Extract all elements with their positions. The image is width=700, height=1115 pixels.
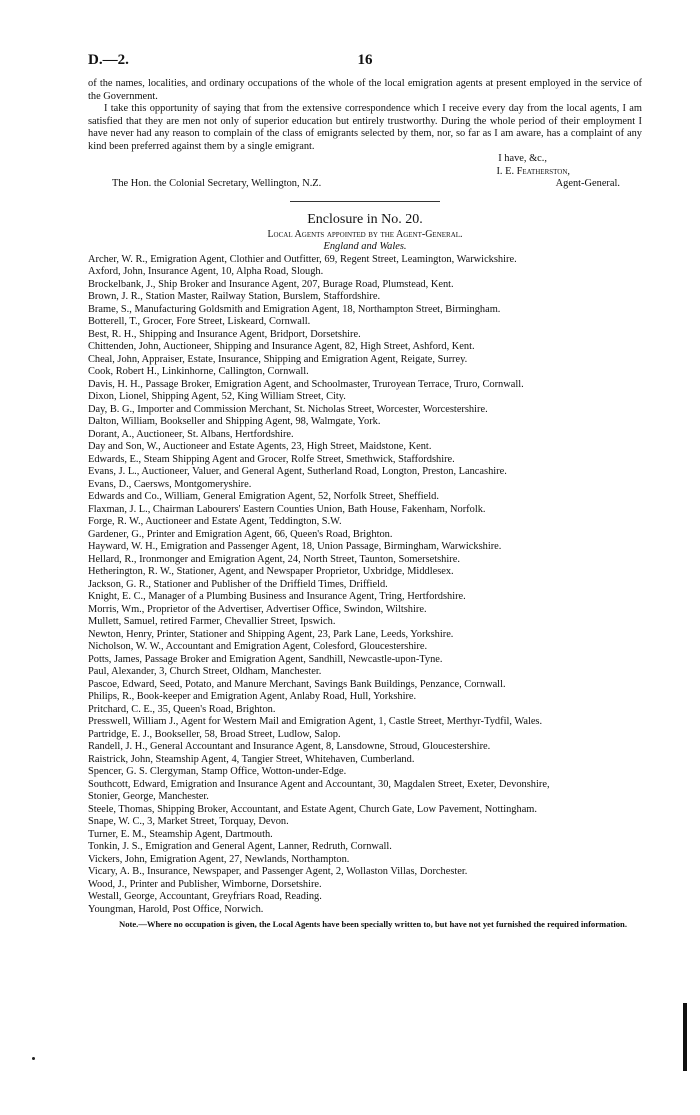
list-item: Dixon, Lionel, Shipping Agent, 52, King William Street, City. (88, 391, 346, 402)
list-item: Day, B. G., Importer and Commission Merchant, St. Nicholas Street, Worcester, Worcestershire. (88, 403, 488, 415)
list-item: Pritchard, C. E., 35, Queen's Road, Brighton. (88, 703, 276, 715)
list-item: Hellard, R., Ironmonger and Emigration Agent, 24, North Street, Taunton, Somersetshire. (88, 553, 460, 565)
margin-dot (32, 1057, 35, 1060)
list-item: Newton, Henry, Printer, Stationer and Shipping Agent, 23, Park Lane, Leeds, Yorkshire. (88, 628, 454, 640)
list-item: Pascoe, Edward, Seed, Potato, and Manure Merchant, Savings Bank Buildings, Penzance, Cornwall. (88, 678, 506, 690)
signer-title: Agent-General. (555, 178, 620, 189)
letter-closing: I have, &c., (498, 153, 547, 164)
list-item: Dorant, A., Auctioneer, St. Albans, Hertfordshire. (88, 428, 294, 440)
list-item: Day and Son, W., Auctioneer and Estate Agents, 23, High Street, Maidstone, Kent. (88, 441, 432, 452)
enclosure-region: England and Wales. (323, 241, 407, 252)
enclosure-subtitle: Local Agents appointed by the Agent-General. (267, 228, 463, 240)
list-item: Southcott, Edward, Emigration and Insurance Agent and Accountant, 30, Magdalen Street, Exeter, Devonshire, (88, 778, 550, 790)
list-item: Davis, H. H., Passage Broker, Emigration Agent, and Schoolmaster, Truroyean Terrace, Truro, Cornwall. (88, 378, 524, 390)
list-item: Steele, Thomas, Shipping Broker, Accountant, and Estate Agent, Church Gate, Low Pavement, Nottingham. (88, 803, 537, 815)
letter-signer: I. E. Featherston, (496, 165, 570, 177)
list-item: Cheal, John, Appraiser, Estate, Insurance, Shipping and Emigration Agent, Reigate, Surrey. (88, 353, 468, 365)
list-item: Nicholson, W. W., Accountant and Emigration Agent, Colesford, Gloucestershire. (88, 641, 428, 652)
enclosure-title: Enclosure in No. 20. (307, 211, 423, 227)
list-item: Randell, J. H., General Accountant and Insurance Agent, 8, Lansdowne, Stroud, Gloucestershire. (88, 741, 491, 752)
list-item: Edwards and Co., William, General Emigration Agent, 52, Norfolk Street, Sheffield. (88, 491, 439, 502)
list-item: Evans, D., Caersws, Montgomeryshire. (88, 478, 252, 490)
list-item: Chittenden, John, Auctioneer, Shipping and Insurance Agent, 82, High Street, Ashford, Kent. (88, 341, 475, 352)
letter-paragraph-2: I take this opportunity of saying that from the extensive correspondence which I receive every day from the local agents, I am satisfied that they are men not only of superior education but entirely trustworthy. During the whole period of their employment I have never had any reason to complain of the class of emigrants selected by them, nor, so far as I am aware, has a complaint of any kind been preferred against them by a single emigrant. (88, 103, 642, 152)
list-item: Jackson, G. R., Stationer and Publisher of the Driffield Times, Driffield. (88, 578, 388, 590)
list-item: Wood, J., Printer and Publisher, Wimborne, Dorsetshire. (88, 878, 322, 890)
list-item: Evans, J. L., Auctioneer, Valuer, and General Agent, Sutherland Road, Longton, Preston, Lancashire. (88, 466, 507, 477)
list-item: Hayward, W. H., Emigration and Passenger Agent, 18, Union Passage, Birmingham, Warwickshire. (88, 541, 502, 552)
list-item: Morris, Wm., Proprietor of the Advertiser, Advertiser Office, Swindon, Wiltshire. (88, 603, 427, 615)
list-item: Gardener, G., Printer and Emigration Agent, 66, Queen's Road, Brighton. (88, 528, 393, 540)
list-item: Westall, George, Accountant, Greyfriars Road, Reading. (88, 891, 322, 902)
list-item: Vicary, A. B., Insurance, Newspaper, and Passenger Agent, 2, Wollaston Villas, Dorchester. (88, 866, 468, 877)
list-item: Stonier, George, Manchester. (88, 791, 209, 802)
list-item: Edwards, E., Steam Shipping Agent and Grocer, Rolfe Street, Smethwick, Staffordshire. (88, 453, 455, 465)
list-item: Dalton, William, Bookseller and Shipping Agent, 98, Walmgate, York. (88, 416, 381, 427)
list-item: Philips, R., Book-keeper and Emigration Agent, Anlaby Road, Hull, Yorkshire. (88, 691, 417, 702)
list-item: Snape, W. C., 3, Market Street, Torquay, Devon. (88, 816, 289, 827)
list-item: Botterell, T., Grocer, Fore Street, Liskeard, Cornwall. (88, 316, 311, 327)
list-item: Potts, James, Passage Broker and Emigration Agent, Sandhill, Newcastle-upon-Tyne. (88, 653, 443, 665)
margin-bar (683, 1003, 687, 1071)
list-item: Knight, E. C., Manager of a Plumbing Business and Insurance Agent, Tring, Hertfordshire. (88, 591, 466, 602)
list-item: Axford, John, Insurance Agent, 10, Alpha Road, Slough. (88, 266, 324, 277)
list-item: Cook, Robert H., Linkinhorne, Callington, Cornwall. (88, 366, 309, 377)
list-item: Presswell, William J., Agent for Western Mail and Emigration Agent, 1, Castle Street, Merthyr-Tydfil, Wales. (88, 716, 543, 727)
document-code: D.—2. (88, 52, 129, 68)
letter-addressee: The Hon. the Colonial Secretary, Wellington, N.Z. (112, 178, 322, 189)
list-item: Raistrick, John, Steamship Agent, 4, Tangier Street, Whitehaven, Cumberland. (88, 753, 415, 765)
list-item: Brown, J. R., Station Master, Railway Station, Burslem, Staffordshire. (88, 291, 381, 302)
list-item: Paul, Alexander, 3, Church Street, Oldham, Manchester. (88, 666, 322, 677)
letter-paragraph-1: of the names, localities, and ordinary occupations of the whole of the local emigration agents at present employed in the service of the Government. (88, 78, 642, 102)
list-item: Flaxman, J. L., Chairman Labourers' Eastern Counties Union, Bath House, Fakenham, Norfolk. (88, 503, 486, 515)
page-content (88, 78, 642, 930)
page-number: 16 (357, 52, 373, 68)
list-item: Best, R. H., Shipping and Insurance Agent, Bridport, Dorsetshire. (88, 328, 361, 340)
list-item: Brame, S., Manufacturing Goldsmith and Emigration Agent, 18, Northampton Street, Birmingham. (88, 303, 501, 315)
section-divider (290, 201, 440, 202)
list-item: Archer, W. R., Emigration Agent, Clothier and Outfitter, 69, Regent Street, Leamington, Warwickshire. (88, 253, 517, 265)
list-item: Partridge, E. J., Bookseller, 58, Broad Street, Ludlow, Salop. (88, 728, 341, 740)
list-item: Tonkin, J. S., Emigration and General Agent, Lanner, Redruth, Cornwall. (88, 841, 392, 852)
agent-list (88, 254, 642, 917)
list-item: Hetherington, R. W., Stationer, Agent, and Newspaper Proprietor, Uxbridge, Middlesex. (88, 566, 454, 577)
address-row (88, 178, 642, 191)
list-item: Mullett, Samuel, retired Farmer, Chevallier Street, Ipswich. (88, 616, 336, 627)
footnote: Note.—Where no occupation is given, the Local Agents have been specially written to, but have not yet furnished the required information. (119, 919, 627, 929)
list-item: Vickers, John, Emigration Agent, 27, Newlands, Northampton. (88, 853, 350, 865)
list-item: Turner, E. M., Steamship Agent, Dartmouth. (88, 828, 273, 840)
list-item: Brockelbank, J., Ship Broker and Insurance Agent, 207, Burage Road, Plumstead, Kent. (88, 278, 454, 290)
list-item: Youngman, Harold, Post Office, Norwich. (88, 903, 264, 915)
page-header (88, 52, 642, 72)
list-item: Spencer, G. S. Clergyman, Stamp Office, Wotton-under-Edge. (88, 766, 347, 777)
list-item: Forge, R. W., Auctioneer and Estate Agent, Teddington, S.W. (88, 516, 342, 527)
